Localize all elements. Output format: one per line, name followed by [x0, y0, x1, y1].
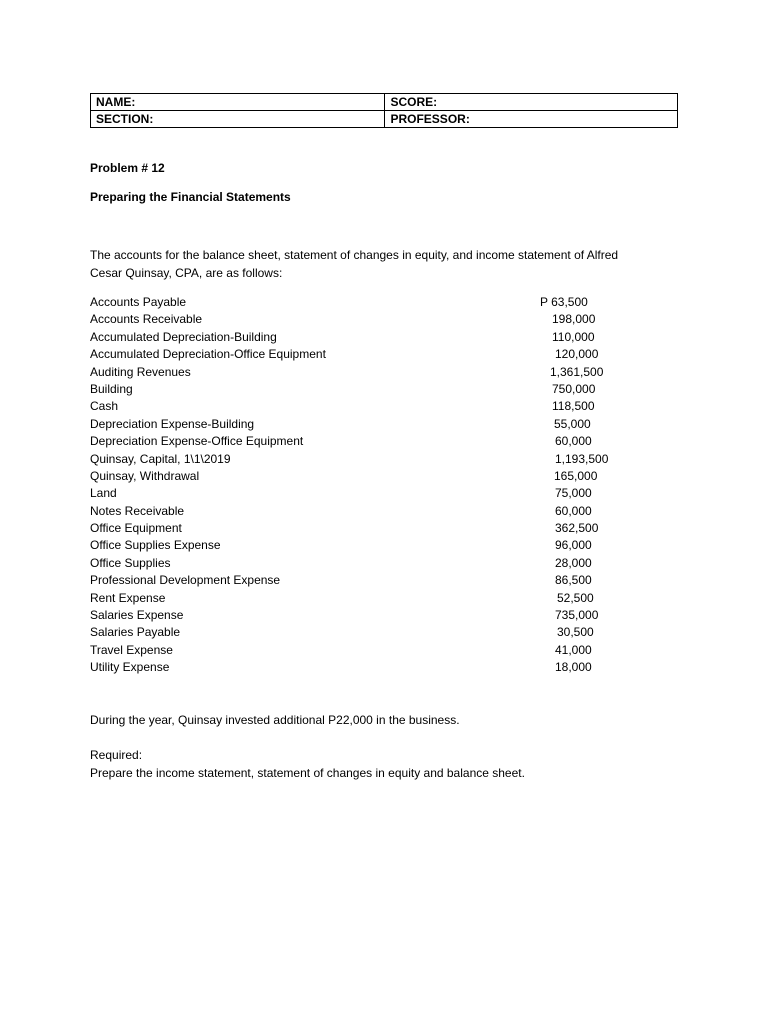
account-name: Quinsay, Capital, 1\1\2019 [90, 451, 231, 466]
account-amount: P 63,500 [540, 295, 588, 309]
required-section [90, 746, 525, 782]
account-row [90, 555, 650, 572]
account-amount: 28,000 [555, 555, 592, 570]
account-row [90, 642, 650, 659]
account-row [90, 294, 650, 311]
problem-title: Preparing the Financial Statements [90, 190, 291, 204]
info-row [91, 94, 678, 111]
account-name: Office Supplies Expense [90, 538, 221, 553]
account-row [90, 364, 650, 381]
section-field[interactable]: SECTION: [91, 111, 385, 128]
required-text: Prepare the income statement, statement of changes in equity and balance sheet. [90, 766, 525, 780]
account-row [90, 659, 650, 676]
account-row [90, 503, 650, 520]
account-amount: 165,000 [554, 468, 598, 483]
investment-note: During the year, Quinsay invested additional P22,000 in the business. [90, 713, 460, 727]
account-amount: 118,500 [552, 399, 595, 414]
account-amount: 52,500 [557, 590, 594, 605]
account-name: Accounts Receivable [90, 312, 203, 327]
account-row [90, 329, 650, 346]
problem-intro [90, 246, 670, 282]
account-name: Notes Receivable [90, 503, 185, 518]
intro-line: Cesar Quinsay, CPA, are as follows: [90, 266, 283, 280]
account-row [90, 572, 650, 589]
score-field[interactable]: SCORE: [385, 94, 678, 111]
account-amount: 735,000 [555, 608, 599, 623]
account-name: Depreciation Expense-Office Equipment [90, 434, 304, 449]
account-name: Building [90, 381, 133, 396]
problem-number: Problem # 12 [90, 161, 165, 175]
account-amount: 41,000 [555, 642, 592, 657]
account-row [90, 346, 650, 363]
account-row [90, 607, 650, 624]
intro-line: The accounts for the balance sheet, statement of changes in equity, and income statement of Alfred [90, 248, 619, 262]
account-amount: 60,000 [555, 434, 592, 449]
account-name: Salaries Payable [90, 625, 181, 640]
account-amount: 198,000 [552, 312, 596, 327]
account-row [90, 468, 650, 485]
account-name: Rent Expense [90, 590, 166, 605]
required-label: Required: [90, 748, 143, 762]
account-row [90, 624, 650, 641]
account-name: Depreciation Expense-Building [90, 416, 255, 431]
account-row [90, 537, 650, 554]
student-info-table [90, 93, 678, 128]
account-amount: 18,000 [555, 660, 592, 675]
account-name: Auditing Revenues [90, 364, 191, 379]
account-name: Office Equipment [90, 521, 182, 536]
account-row [90, 590, 650, 607]
account-row [90, 451, 650, 468]
account-name: Accumulated Depreciation-Office Equipment [90, 347, 326, 362]
info-row [91, 111, 678, 128]
account-amount: 1,193,500 [555, 451, 609, 466]
account-amount: 750,000 [552, 381, 596, 396]
account-amount: 86,500 [555, 573, 592, 588]
account-row [90, 416, 650, 433]
account-amount: 55,000 [554, 416, 591, 431]
account-row [90, 311, 650, 328]
account-amount: 30,500 [557, 625, 594, 640]
account-name: Cash [90, 399, 119, 414]
account-amount: 75,000 [555, 486, 592, 501]
account-name: Office Supplies [90, 555, 171, 570]
professor-field[interactable]: PROFESSOR: [385, 111, 678, 128]
account-amount: 120,000 [555, 347, 599, 362]
account-row [90, 381, 650, 398]
account-name: Quinsay, Withdrawal [90, 468, 200, 483]
account-row [90, 485, 650, 502]
account-name: Land [90, 486, 117, 501]
account-name: Salaries Expense [90, 608, 184, 623]
account-amount: 362,500 [555, 521, 599, 536]
account-name: Travel Expense [90, 642, 173, 657]
account-amount: 60,000 [555, 503, 592, 518]
name-field[interactable]: NAME: [91, 94, 385, 111]
account-amount: 1,361,500 [550, 364, 604, 379]
account-name: Utility Expense [90, 660, 170, 675]
account-amount: 96,000 [555, 538, 592, 553]
accounts-list [90, 294, 650, 677]
account-name: Accounts Payable [90, 295, 187, 309]
account-row [90, 433, 650, 450]
account-row [90, 398, 650, 415]
account-amount: 110,000 [552, 329, 595, 344]
account-name: Accumulated Depreciation-Building [90, 329, 277, 344]
account-name: Professional Development Expense [90, 573, 281, 588]
account-row [90, 520, 650, 537]
